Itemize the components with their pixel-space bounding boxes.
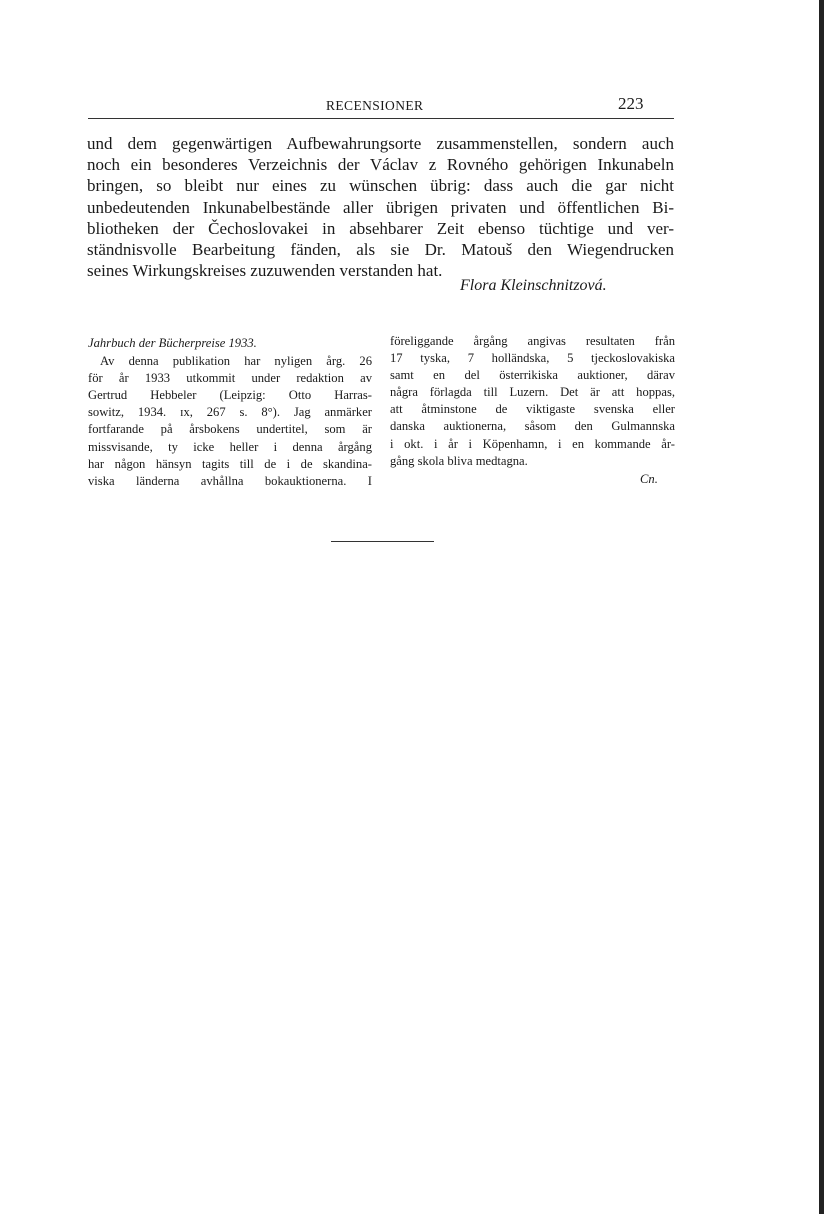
text-line: unbedeutenden Inkunabelbestände aller übrigen privaten und öffentlichen Bi-: [87, 197, 674, 217]
text-line: gång skola bliva medtagna.: [390, 453, 528, 468]
main-review-signature: Flora Kleinschnitzová.: [460, 277, 607, 294]
text-line: viska länderna avhållna bokauktionerna. I: [88, 473, 372, 488]
text-line: bliotheken der Čechoslovakei in absehbarer Zeit ebenso tüchtige und ver-: [87, 218, 674, 238]
text-line: noch ein besonderes Verzeichnis der Václav z Rovného gehörigen Inkunabeln: [87, 155, 674, 175]
text-line: danska auktionerna, såsom den Gulmannska: [390, 419, 675, 434]
header-divider: [88, 118, 674, 119]
text-line: för år 1933 utkommit under redaktion av: [88, 371, 372, 386]
review-left-column: [88, 335, 372, 490]
text-line: Gertrud Hebbeler (Leipzig: Otto Harras-: [88, 388, 372, 403]
text-line: seines Wirkungskreises zuzuwenden verstanden hat.: [87, 261, 443, 281]
text-line: sowitz, 1934. ɪx, 267 s. 8°). Jag anmärker: [88, 405, 372, 420]
text-line: bringen, so bleibt nur eines zu wünschen übrig: dass auch die gar nicht: [87, 176, 674, 196]
text-line: några förlagda till Luzern. Det är att hoppas,: [390, 385, 675, 400]
text-line: 17 tyska, 7 holländska, 5 tjeckoslovakiska: [390, 351, 675, 366]
text-line: föreliggande årgång angivas resultaten från: [390, 334, 675, 348]
text-line: samt en del österrikiska auktioner, därav: [390, 368, 675, 383]
section-end-divider: [331, 541, 434, 542]
text-line: und dem gegenwärtigen Aufbewahrungsorte zusammenstellen, sondern auch: [87, 134, 674, 153]
review-title: Jahrbuch der Bücherpreise 1933.: [88, 336, 257, 350]
review-right-column: [390, 333, 675, 470]
text-line: har någon hänsyn tagits till de i de skandina-: [88, 456, 372, 471]
text-line: att åtminstone de viktigaste svenska eller: [390, 402, 675, 417]
text-line: missvisande, ty icke heller i denna årgång: [88, 439, 372, 454]
text-line: ständnisvolle Bearbeitung fänden, als sie Dr. Matouš den Wiegendrucken: [87, 240, 674, 260]
main-review-text: [87, 133, 674, 281]
text-line: fortfarande på årsbokens undertitel, som är: [88, 422, 372, 437]
second-review-signature: Cn.: [640, 472, 658, 486]
running-header: RECENSIONER: [326, 98, 424, 113]
page-number: 223: [618, 94, 644, 113]
text-line: i okt. i år i Köpenhamn, i en kommande år-: [390, 436, 675, 451]
scan-edge: [819, 0, 824, 1214]
text-line: Av denna publikation har nyligen årg. 26: [100, 354, 372, 369]
